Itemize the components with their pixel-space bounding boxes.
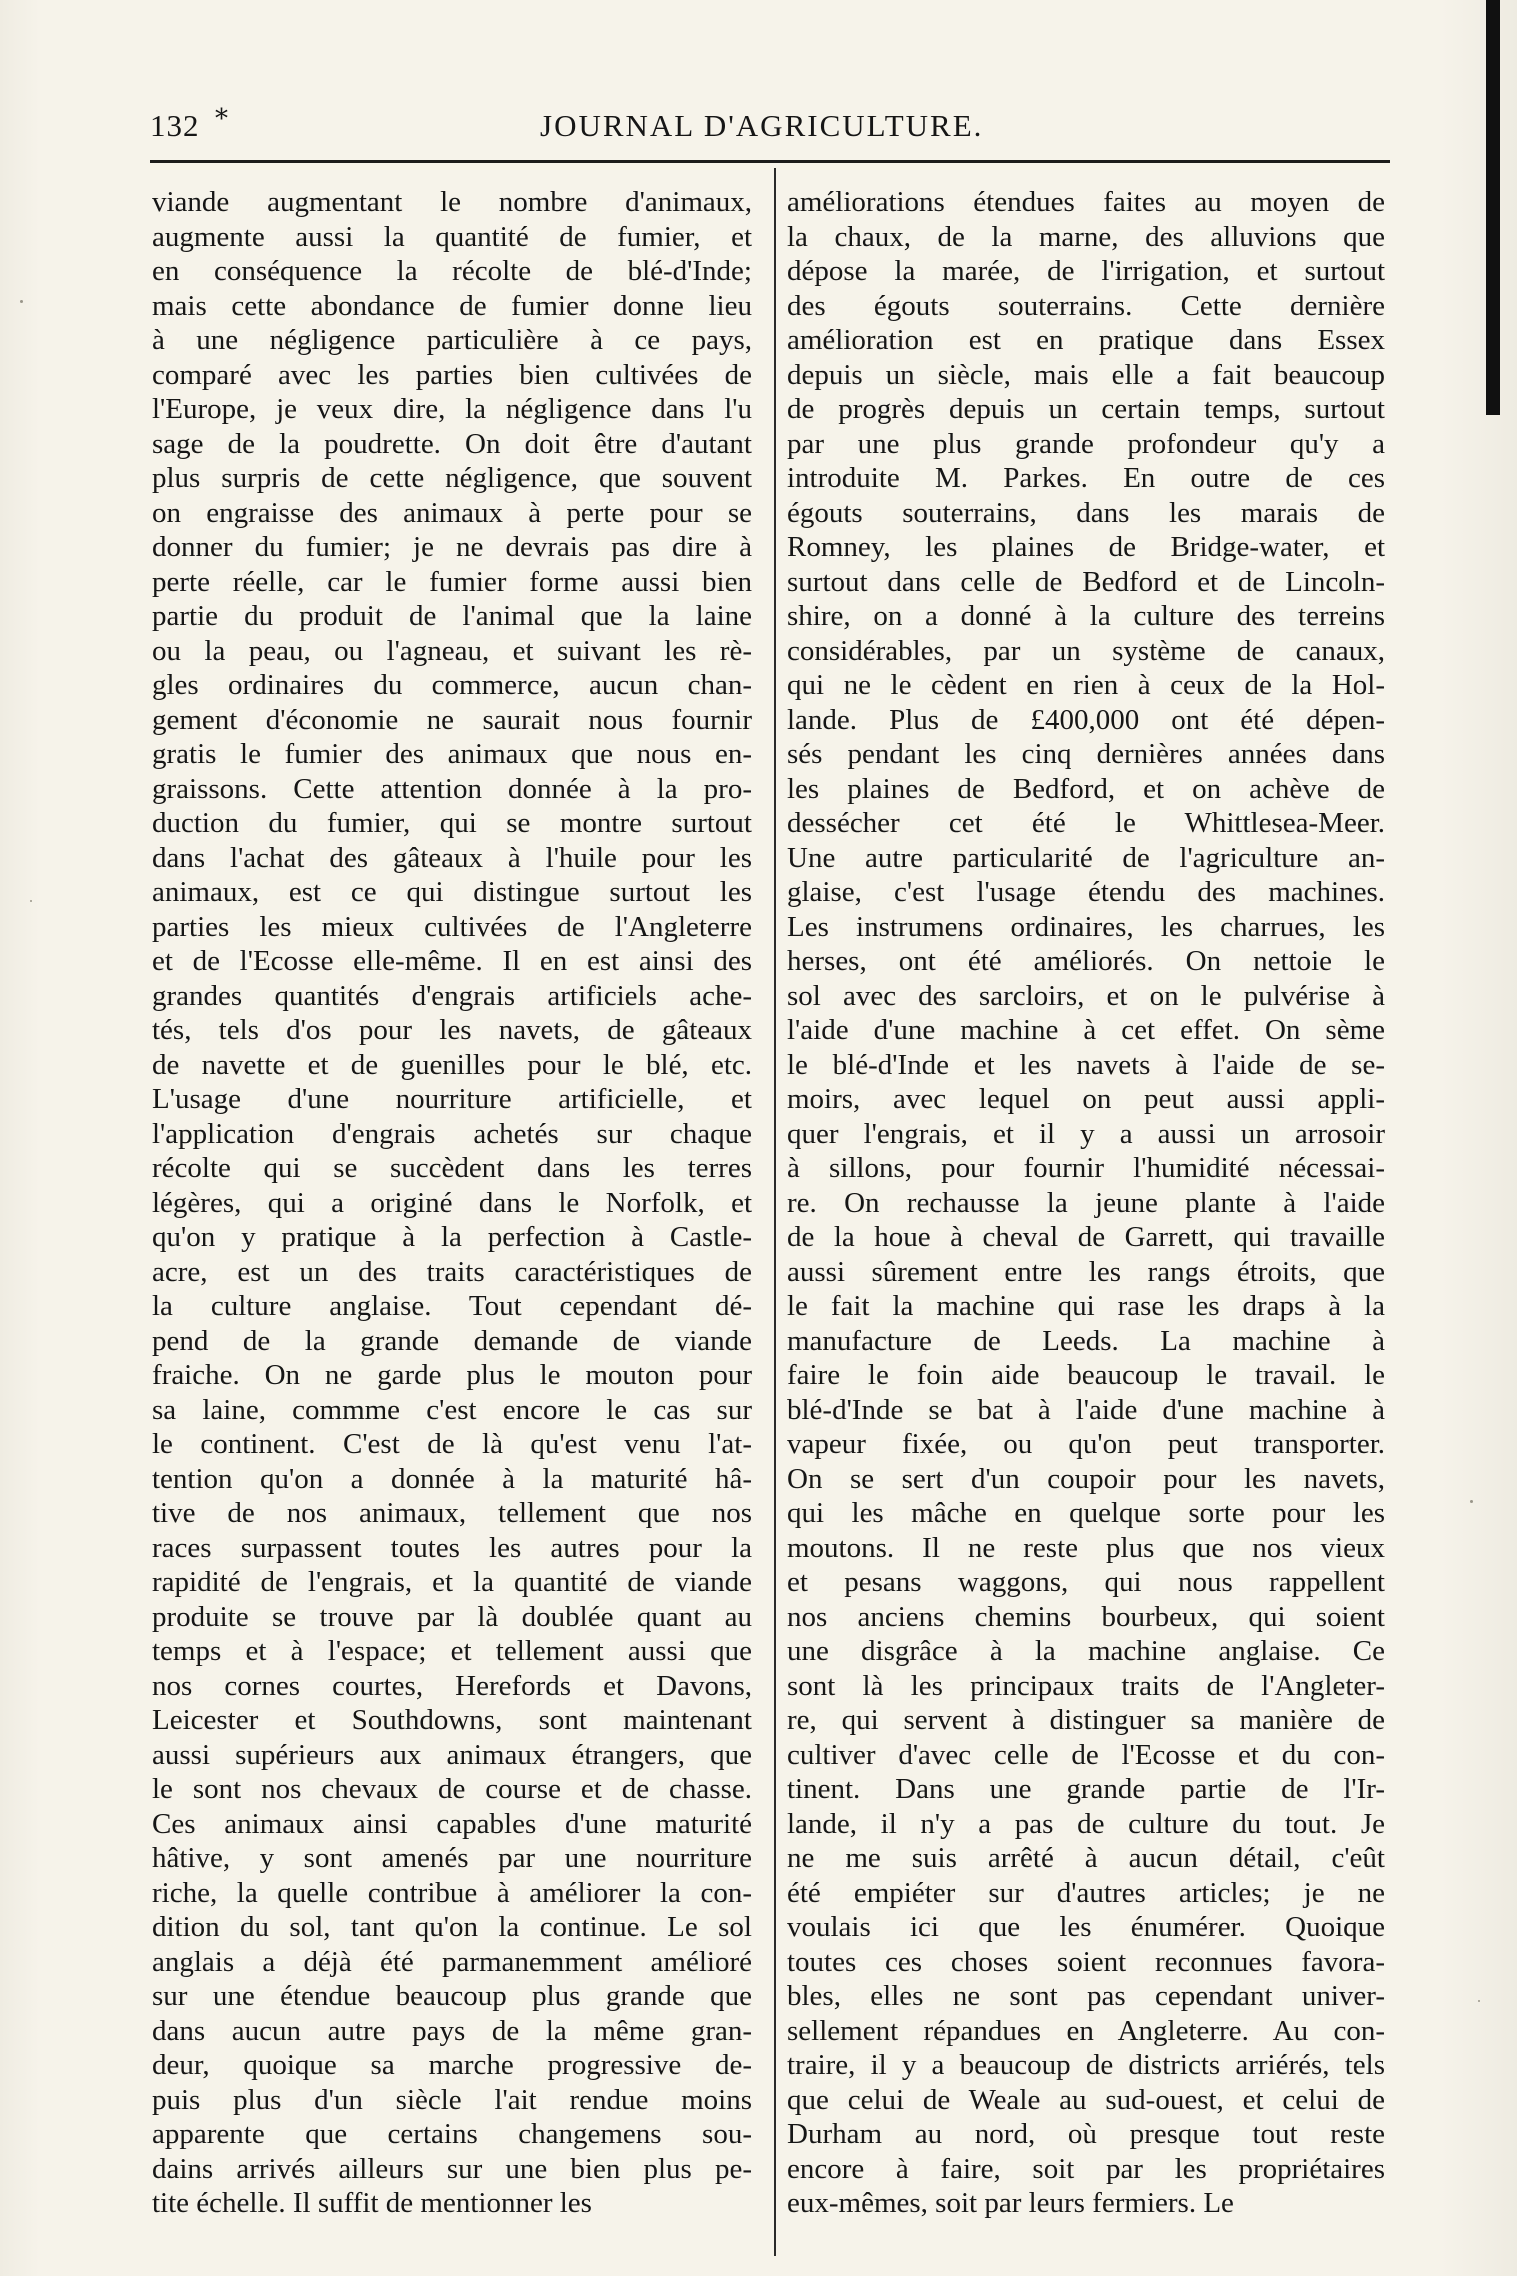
text-line: fraiche. On ne garde plus le mouton pour: [152, 1359, 752, 1391]
text-line: améliorations étendues faites au moyen de: [787, 186, 1385, 218]
text-line: l'aide d'une machine à cet effet. On sème: [787, 1014, 1385, 1046]
text-line: le blé-d'Inde et les navets à l'aide de se-: [787, 1048, 1385, 1081]
text-line: légères, qui a originé dans le Norfolk, et: [152, 1186, 752, 1219]
text-line: Durham au nord, où presque tout reste: [787, 2118, 1385, 2150]
page-header: [150, 104, 1390, 148]
text-line: parties les mieux cultivées de l'Angleterre: [152, 910, 752, 943]
text-line: la chaux, de la marne, des alluvions que: [787, 220, 1385, 253]
text-line: dessécher cet été le Whittlesea-Meer.: [787, 807, 1385, 839]
text-line: tite échelle. Il suffit de mentionner les: [152, 2187, 592, 2219]
text-line: l'application d'engrais achetés sur chaque: [152, 1117, 752, 1150]
text-line: anglais a déjà été parmanemment amélioré: [152, 1945, 752, 1978]
text-line: moirs, avec lequel on peut aussi appli-: [787, 1083, 1385, 1115]
margin-bar: [1486, 0, 1500, 415]
text-line: lande, il n'y a pas de culture du tout. Je: [787, 1807, 1385, 1840]
text-line: dains arrivés ailleurs sur une bien plus pe-: [152, 2152, 752, 2185]
running-title: JOURNAL D'AGRICULTURE.: [540, 108, 984, 143]
text-line: les plaines de Bedford, et on achève de: [787, 772, 1385, 805]
page-mark: *: [215, 104, 228, 134]
paper-speck: [30, 900, 32, 902]
text-line: des égouts souterrains. Cette dernière: [787, 289, 1385, 322]
text-line: quer l'engrais, et il y a aussi un arrosoir: [787, 1117, 1385, 1150]
text-line: de la houe à cheval de Garrett, qui travaille: [787, 1221, 1385, 1253]
text-line: que celui de Weale au sud-ouest, et celui de: [787, 2083, 1385, 2116]
text-line: aussi supérieurs aux animaux étrangers, que: [152, 1738, 752, 1771]
text-line: partie du produit de l'animal que la laine: [152, 600, 752, 632]
text-line: Leicester et Southdowns, sont maintenant: [152, 1704, 752, 1736]
text-line: gement d'économie ne saurait nous fournir: [152, 703, 752, 736]
text-line: cultiver d'avec celle de l'Ecosse et du con-: [787, 1738, 1385, 1771]
text-line: riche, la quelle contribue à améliorer la con-: [152, 1876, 752, 1909]
paper-speck: [1478, 2000, 1480, 2002]
text-line: encore à faire, soit par les propriétaires: [787, 2152, 1385, 2185]
header-rule: [150, 160, 1390, 163]
text-line: blé-d'Inde se bat à l'aide d'une machine à: [787, 1393, 1385, 1426]
text-line: moutons. Il ne reste plus que nos vieux: [787, 1531, 1385, 1564]
text-line: ou la peau, ou l'agneau, et suivant les rè-: [152, 634, 752, 667]
page-number: 132: [150, 108, 200, 143]
right-column: [787, 185, 1385, 2221]
text-line: dans aucun autre pays de la même gran-: [152, 2014, 752, 2047]
text-line: Ces animaux ainsi capables d'une maturité: [152, 1807, 752, 1840]
text-line: sont là les principaux traits de l'Angleter-: [787, 1669, 1385, 1702]
text-line: tés, tels d'os pour les navets, de gâteaux: [152, 1014, 752, 1046]
text-line: tive de nos animaux, tellement que nos: [152, 1497, 752, 1529]
text-line: shire, on a donné à la culture des terreins: [787, 600, 1385, 632]
text-line: pend de la grande demande de viande: [152, 1324, 752, 1357]
text-line: hâtive, y sont amenés par une nourriture: [152, 1842, 752, 1874]
text-line: perte réelle, car le fumier forme aussi bien: [152, 565, 752, 598]
text-line: herses, ont été améliorés. On nettoie le: [787, 945, 1385, 977]
text-line: le sont nos chevaux de course et de chasse.: [152, 1773, 752, 1805]
text-line: Les instrumens ordinaires, les charrues, les: [787, 910, 1385, 943]
text-line: lande. Plus de £400,000 ont été dépen-: [787, 703, 1385, 736]
text-line: le continent. C'est de là qu'est venu l'at-: [152, 1428, 752, 1460]
text-line: graissons. Cette attention donnée à la pro-: [152, 772, 752, 805]
text-line: vapeur fixée, ou qu'on peut transporter.: [787, 1428, 1385, 1460]
text-line: duction du fumier, qui se montre surtout: [152, 807, 752, 839]
text-line: deur, quoique sa marche progressive de-: [152, 2049, 752, 2081]
text-line: gratis le fumier des animaux que nous en-: [152, 738, 752, 770]
text-line: grandes quantités d'engrais artificiels ache-: [152, 979, 752, 1012]
text-line: le fait la machine qui rase les draps à la: [787, 1290, 1385, 1322]
text-line: plus surpris de cette négligence, que souvent: [152, 462, 752, 494]
text-line: Romney, les plaines de Bridge-water, et: [787, 531, 1385, 563]
text-line: gles ordinaires du commerce, aucun chan-: [152, 669, 752, 701]
text-line: aussi sûrement entre les rangs étroits, que: [787, 1255, 1385, 1288]
text-line: sage de la poudrette. On doit être d'autant: [152, 427, 752, 460]
text-line: nos anciens chemins bourbeux, qui soient: [787, 1600, 1385, 1633]
text-line: l'Europe, je veux dire, la négligence dans l'u: [152, 393, 752, 425]
text-line: tinent. Dans une grande partie de l'Ir-: [787, 1773, 1385, 1805]
text-line: Une autre particularité de l'agriculture an-: [787, 841, 1385, 874]
text-line: de navette et de guenilles pour le blé, etc.: [152, 1048, 752, 1081]
text-line: re, qui servent à distinguer sa manière de: [787, 1704, 1385, 1736]
text-line: par une plus grande profondeur qu'y a: [787, 427, 1385, 460]
text-line: à sillons, pour fournir l'humidité nécessai-: [787, 1152, 1385, 1184]
text-line: considérables, par un système de canaux,: [787, 634, 1385, 667]
text-line: re. On rechausse la jeune plante à l'aide: [787, 1186, 1385, 1219]
text-line: de progrès depuis un certain temps, surtout: [787, 393, 1385, 425]
text-line: donner du fumier; je ne devrais pas dire à: [152, 531, 752, 563]
text-line: surtout dans celle de Bedford et de Lincoln-: [787, 565, 1385, 598]
text-line: qu'on y pratique à la perfection à Castle-: [152, 1221, 752, 1253]
text-line: apparente que certains changemens sou-: [152, 2118, 752, 2150]
text-line: animaux, est ce qui distingue surtout les: [152, 876, 752, 908]
left-column: [152, 185, 752, 2221]
text-line: produite se trouve par là doublée quant au: [152, 1600, 752, 1633]
text-line: sol avec des sarcloirs, et on le pulvérise à: [787, 979, 1385, 1012]
text-line: introduite M. Parkes. En outre de ces: [787, 462, 1385, 494]
text-line: ne me suis arrêté à aucun détail, c'eût: [787, 1842, 1385, 1874]
text-line: à une négligence particulière à ce pays,: [152, 324, 752, 356]
text-line: et de l'Ecosse elle-même. Il en est ainsi des: [152, 945, 752, 977]
text-line: mais cette abondance de fumier donne lieu: [152, 289, 752, 322]
paper-speck: [1470, 1500, 1473, 1503]
text-line: eux-mêmes, soit par leurs fermiers. Le: [787, 2187, 1234, 2219]
text-line: égouts souterrains, dans les marais de: [787, 496, 1385, 529]
text-line: sellement répandues en Angleterre. Au con-: [787, 2014, 1385, 2047]
text-line: la culture anglaise. Tout cependant dé-: [152, 1290, 752, 1322]
text-line: sés pendant les cinq dernières années dans: [787, 738, 1385, 770]
text-line: voulais ici que les énumérer. Quoique: [787, 1911, 1385, 1943]
text-line: comparé avec les parties bien cultivées de: [152, 358, 752, 391]
text-line: en conséquence la récolte de blé-d'Inde;: [152, 255, 752, 287]
text-line: sur une étendue beaucoup plus grande que: [152, 1980, 752, 2012]
text-line: nos cornes courtes, Herefords et Davons,: [152, 1669, 752, 1702]
text-line: L'usage d'une nourriture artificielle, et: [152, 1083, 752, 1115]
paper-speck: [20, 300, 23, 303]
text-line: augmente aussi la quantité de fumier, et: [152, 220, 752, 253]
text-line: manufacture de Leeds. La machine à: [787, 1324, 1385, 1357]
text-line: depuis un siècle, mais elle a fait beaucoup: [787, 358, 1385, 391]
text-line: dition du sol, tant qu'on la continue. Le sol: [152, 1911, 752, 1943]
text-line: et pesans waggons, qui nous rappellent: [787, 1566, 1385, 1598]
text-line: qui ne le cèdent en rien à ceux de la Hol-: [787, 669, 1385, 701]
text-line: acre, est un des traits caractéristiques de: [152, 1255, 752, 1288]
text-line: qui les mâche en quelque sorte pour les: [787, 1497, 1385, 1529]
column-divider: [774, 168, 776, 2256]
text-line: temps et à l'espace; et tellement aussi que: [152, 1635, 752, 1667]
text-line: récolte qui se succèdent dans les terres: [152, 1152, 752, 1184]
text-line: rapidité de l'engrais, et la quantité de viande: [152, 1566, 752, 1598]
text-line: dépose la marée, de l'irrigation, et surtout: [787, 255, 1385, 287]
text-line: traire, il y a beaucoup de districts arriérés, tels: [787, 2049, 1385, 2081]
text-line: races surpassent toutes les autres pour la: [152, 1531, 752, 1564]
text-line: été empiéter sur d'autres articles; je ne: [787, 1876, 1385, 1909]
text-line: amélioration est en pratique dans Essex: [787, 324, 1385, 356]
text-line: On se sert d'un coupoir pour les navets,: [787, 1462, 1385, 1495]
text-line: dans l'achat des gâteaux à l'huile pour les: [152, 841, 752, 874]
text-line: puis plus d'un siècle l'ait rendue moins: [152, 2083, 752, 2116]
text-line: une disgrâce à la machine anglaise. Ce: [787, 1635, 1385, 1667]
text-line: tention qu'on a donnée à la maturité hâ-: [152, 1462, 752, 1495]
text-line: sa laine, commme c'est encore le cas sur: [152, 1393, 752, 1426]
text-line: toutes ces choses soient reconnues favora-: [787, 1945, 1385, 1978]
text-line: viande augmentant le nombre d'animaux,: [152, 186, 752, 218]
text-line: on engraisse des animaux à perte pour se: [152, 496, 752, 529]
text-line: bles, elles ne sont pas cependant univer-: [787, 1980, 1385, 2012]
text-line: faire le foin aide beaucoup le travail. le: [787, 1359, 1385, 1391]
text-line: glaise, c'est l'usage étendu des machines.: [787, 876, 1385, 908]
